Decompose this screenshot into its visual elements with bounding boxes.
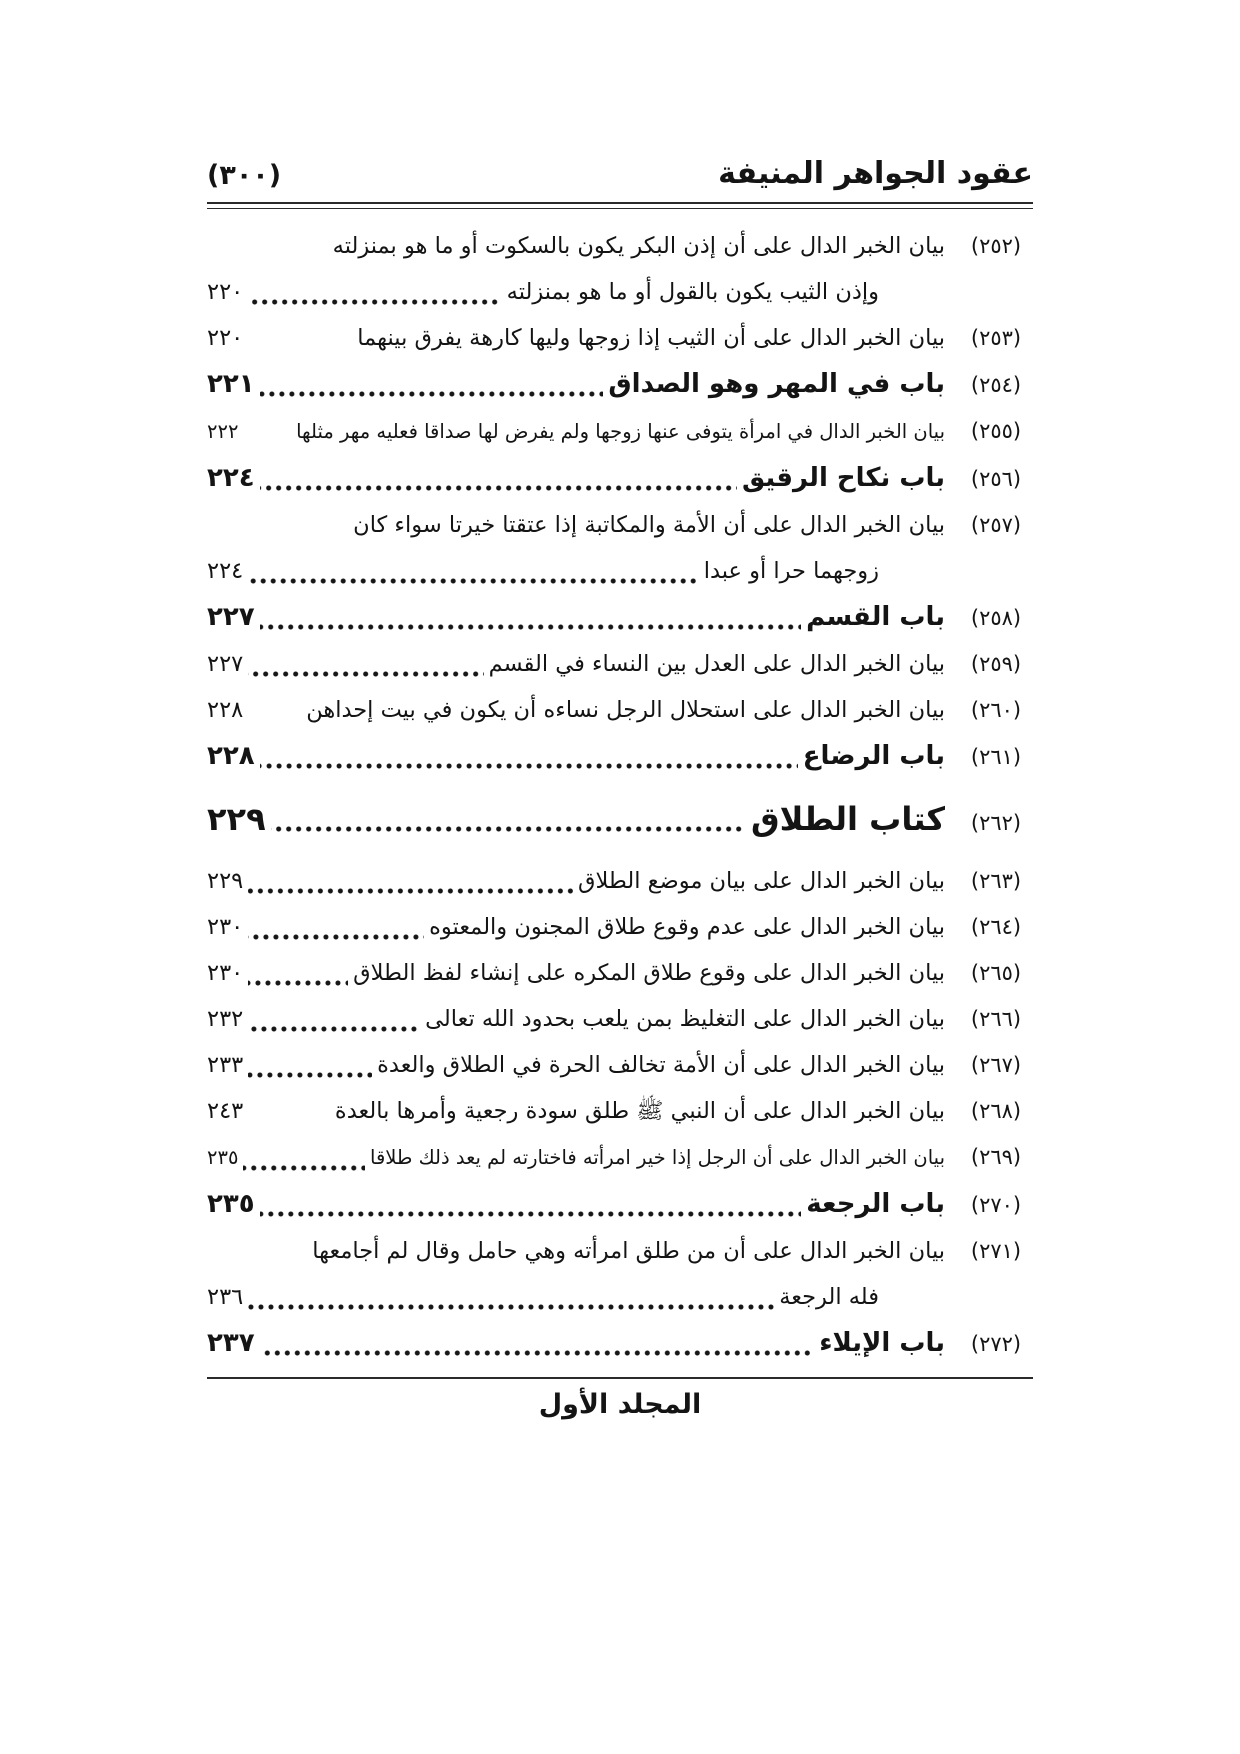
toc-entry-line — [207, 858, 945, 904]
dot-leader — [248, 1088, 330, 1134]
toc-entry-text: كتاب الطلاق — [750, 800, 945, 838]
toc-entry-body — [207, 315, 945, 361]
dot-leader — [248, 687, 301, 733]
toc-entry-number: (٢٦٩) — [970, 1145, 1022, 1169]
toc-entry-body — [207, 1135, 945, 1181]
dot-leader — [243, 1135, 365, 1181]
toc-entry-number: (٢٥٧) — [970, 513, 1022, 537]
footer-divider-rule — [207, 1377, 1033, 1379]
toc-entry-number: (٢٦٨) — [970, 1099, 1022, 1123]
toc-entry-number: (٢٥٨) — [970, 606, 1022, 630]
toc-entry-text: باب الرجعة — [806, 1189, 945, 1219]
toc-entry-page: ٢٣٠ — [207, 914, 244, 940]
toc-entry-line — [207, 687, 945, 733]
toc-entry-line — [207, 269, 945, 315]
toc-entry-body — [207, 996, 945, 1042]
toc-entry-text: باب القسم — [806, 602, 945, 632]
toc-entry-page: ٢٣٠ — [207, 960, 244, 986]
toc-entry-number: (٢٧٢) — [970, 1332, 1022, 1356]
toc-entry-page: ٢٢٤ — [207, 463, 255, 493]
toc-entry-line — [207, 548, 945, 594]
toc-entry-page: ٢٣٧ — [207, 1328, 255, 1358]
toc-entry — [207, 594, 1033, 641]
book-title: عقود الجواهر المنيفة — [718, 156, 1033, 191]
toc-entry-text: بيان الخبر الدال على أن الرجل إذا خير امرأته فاختارته لم يعد ذلك طلاقا — [370, 1146, 945, 1169]
toc-entry — [207, 361, 1033, 408]
toc-entry-line — [207, 1042, 945, 1088]
toc-entry-page: ٢٢٠ — [207, 325, 244, 351]
toc-entry — [207, 1134, 1033, 1181]
toc-entry-page: ٢٢٨ — [207, 741, 255, 771]
page-number: (٣٠٠) — [207, 159, 282, 191]
toc-entry — [207, 796, 1033, 846]
toc-entry — [207, 687, 1033, 733]
toc-entry-number: (٢٧١) — [970, 1239, 1022, 1263]
toc-entry-body — [207, 361, 945, 407]
toc-entry-number: (٢٥٢) — [970, 234, 1022, 258]
toc-entry-line — [207, 796, 945, 842]
toc-entry-line — [207, 641, 945, 687]
toc-entry-page: ٢٢٨ — [207, 697, 244, 723]
dot-leader — [248, 269, 501, 315]
toc-entry-line — [207, 950, 945, 996]
dot-leader — [260, 594, 801, 640]
dot-leader — [260, 361, 604, 407]
dot-leader — [248, 548, 698, 594]
toc-entry-text: زوجهما حرا أو عبدا — [703, 558, 879, 584]
toc-entry-page: ٢٤٣ — [207, 1098, 244, 1124]
toc-entry-line — [207, 409, 945, 455]
toc-entry-line — [207, 455, 945, 501]
toc-entry-page: ٢٣٦ — [207, 1284, 244, 1310]
toc-entry-page: ٢٢٠ — [207, 279, 244, 305]
toc-entry-body — [207, 455, 945, 501]
toc-entry-line — [207, 1228, 945, 1274]
toc-entry-text: بيان الخبر الدال على العدل بين النساء في القسم — [488, 651, 945, 677]
toc-entry — [207, 733, 1033, 780]
toc-entry-line — [207, 315, 945, 361]
toc-entry-number: (٢٦٦) — [970, 1007, 1022, 1031]
toc-entry-body — [207, 1181, 945, 1227]
toc-entry-number: (٢٦٤) — [970, 915, 1022, 939]
toc-entry-body — [207, 796, 945, 842]
dot-leader — [260, 1181, 802, 1227]
dot-leader — [248, 315, 352, 361]
dot-leader — [248, 950, 348, 996]
toc-entry-number: (٢٦١) — [970, 745, 1022, 769]
toc-entry-line — [207, 1088, 945, 1134]
toc-entry-page: ٢٢٩ — [207, 868, 244, 894]
dot-leader — [248, 858, 573, 904]
toc-entry-number: (٢٦٣) — [970, 869, 1022, 893]
page-footer — [0, 1377, 1240, 1420]
dot-leader — [248, 1042, 372, 1088]
toc-entry-page: ٢٣٥ — [207, 1189, 255, 1219]
toc-entry — [207, 1228, 1033, 1320]
volume-label: المجلد الأول — [538, 1389, 702, 1420]
toc-entry-text: باب الإيلاء — [819, 1328, 945, 1358]
toc-entry-number: (٢٦٧) — [970, 1053, 1022, 1077]
toc-entry — [207, 858, 1033, 904]
toc-entry-page: ٢٢٤ — [207, 558, 244, 584]
toc-entry — [207, 408, 1033, 455]
toc-entry-body — [207, 733, 945, 779]
toc-entry-page: ٢٢٩ — [207, 800, 266, 838]
toc-entry-page: ٢٣٣ — [207, 1052, 244, 1078]
dot-leader — [248, 904, 424, 950]
toc-entry — [207, 223, 1033, 315]
toc-entry — [207, 1088, 1033, 1134]
toc-entry-line — [207, 1181, 945, 1227]
toc-entry — [207, 502, 1033, 594]
toc-entry-body — [207, 904, 945, 950]
toc-entry-text: بيان الخبر الدال على استحلال الرجل نساءه أن يكون في بيت إحداهن — [306, 697, 945, 723]
toc-entry — [207, 1320, 1033, 1367]
toc-entry-line — [207, 594, 945, 640]
header-divider-rule — [207, 202, 1033, 209]
toc-entry-line — [207, 223, 945, 269]
toc-entry — [207, 315, 1033, 361]
dot-leader — [248, 641, 483, 687]
toc-entry — [207, 996, 1033, 1042]
toc-entry-number: (٢٥٥) — [970, 419, 1022, 443]
toc-entry-text: بيان الخبر الدال في امرأة يتوفى عنها زوجها ولم يفرض لها صداقا فعليه مهر مثلها — [296, 420, 945, 443]
toc-entry-text: بيان الخبر الدال على وقوع طلاق المكره على إنشاء لفظ الطلاق — [353, 960, 945, 986]
toc-entry-page: ٢٣٥ — [207, 1146, 239, 1169]
toc-entry-number: (٢٧٠) — [970, 1193, 1022, 1217]
toc-entry-body — [207, 1088, 945, 1134]
toc-entry-line — [207, 904, 945, 950]
dot-leader — [243, 409, 291, 455]
toc-entry-line — [207, 996, 945, 1042]
toc-entry-line — [207, 1274, 945, 1320]
toc-entry-text: بيان الخبر الدال على أن الأمة تخالف الحرة في الطلاق والعدة — [377, 1052, 945, 1078]
toc-entry-page: ٢٢٢ — [207, 420, 239, 443]
table-of-contents — [207, 223, 1033, 1367]
toc-entry-text: باب الرضاع — [802, 741, 945, 771]
toc-entry-line — [207, 361, 945, 407]
toc-entry-text: وإذن الثيب يكون بالقول أو ما هو بمنزلته — [506, 279, 879, 305]
toc-entry-body — [207, 1228, 945, 1320]
dot-leader — [248, 996, 420, 1042]
toc-entry-body — [207, 1042, 945, 1088]
toc-entry-number: (٢٥٣) — [970, 326, 1022, 350]
toc-entry — [207, 641, 1033, 687]
toc-entry-text: بيان الخبر الدال على أن الأمة والمكاتبة إذا عتقتا خيرتا سواء كان — [353, 512, 945, 538]
toc-entry — [207, 455, 1033, 502]
toc-entry-page: ٢٢٧ — [207, 602, 255, 632]
toc-entry-text: باب في المهر وهو الصداق — [608, 369, 945, 399]
toc-entry-line — [207, 502, 945, 548]
toc-entry-body — [207, 1320, 945, 1366]
toc-entry-number: (٢٦٠) — [970, 698, 1022, 722]
dot-leader — [248, 1274, 774, 1320]
toc-entry-body — [207, 223, 945, 315]
toc-entry-number: (٢٥٤) — [970, 373, 1022, 397]
toc-entry-number: (٢٥٦) — [970, 467, 1022, 491]
toc-entry-text: باب نكاح الرقيق — [741, 463, 945, 493]
toc-entry-text: بيان الخبر الدال على أن من طلق امرأته وهي حامل وقال لم أجامعها — [312, 1238, 945, 1264]
toc-entry-text: بيان الخبر الدال على التغليظ بمن يلعب بحدود الله تعالى — [425, 1006, 945, 1032]
toc-entry-body — [207, 858, 945, 904]
dot-leader — [260, 733, 798, 779]
toc-entry-line — [207, 1320, 945, 1366]
toc-entry-page: ٢٢١ — [207, 369, 255, 399]
page-header — [207, 156, 1033, 192]
toc-entry-line — [207, 733, 945, 779]
toc-entry-body — [207, 687, 945, 733]
toc-entry-text: بيان الخبر الدال على عدم وقوع طلاق المجنون والمعتوه — [429, 914, 945, 940]
dot-leader — [260, 455, 737, 501]
toc-entry — [207, 904, 1033, 950]
toc-entry-line — [207, 1135, 945, 1181]
toc-entry-number: (٢٦٥) — [970, 961, 1022, 985]
toc-entry-text: بيان الخبر الدال على بيان موضع الطلاق — [578, 868, 945, 894]
toc-entry-body — [207, 594, 945, 640]
toc-entry-page: ٢٢٧ — [207, 651, 244, 677]
toc-entry-text: فله الرجعة — [779, 1284, 879, 1310]
toc-entry — [207, 1181, 1033, 1228]
toc-entry-text: بيان الخبر الدال على أن إذن البكر يكون بالسكوت أو ما هو بمنزلته — [332, 233, 945, 259]
toc-entry — [207, 1042, 1033, 1088]
dot-leader — [260, 1320, 815, 1366]
toc-entry-body — [207, 409, 945, 455]
dot-leader — [271, 796, 746, 842]
toc-entry-body — [207, 950, 945, 996]
toc-entry — [207, 950, 1033, 996]
toc-entry-number: (٢٦٢) — [970, 811, 1022, 835]
toc-entry-body — [207, 502, 945, 594]
toc-entry-text: بيان الخبر الدال على أن الثيب إذا زوجها وليها كارهة يفرق بينهما — [357, 325, 945, 351]
toc-entry-body — [207, 641, 945, 687]
toc-entry-page: ٢٣٢ — [207, 1006, 244, 1032]
toc-entry-number: (٢٥٩) — [970, 652, 1022, 676]
toc-entry-text: بيان الخبر الدال على أن النبي ﷺ طلق سودة رجعية وأمرها بالعدة — [334, 1098, 945, 1124]
